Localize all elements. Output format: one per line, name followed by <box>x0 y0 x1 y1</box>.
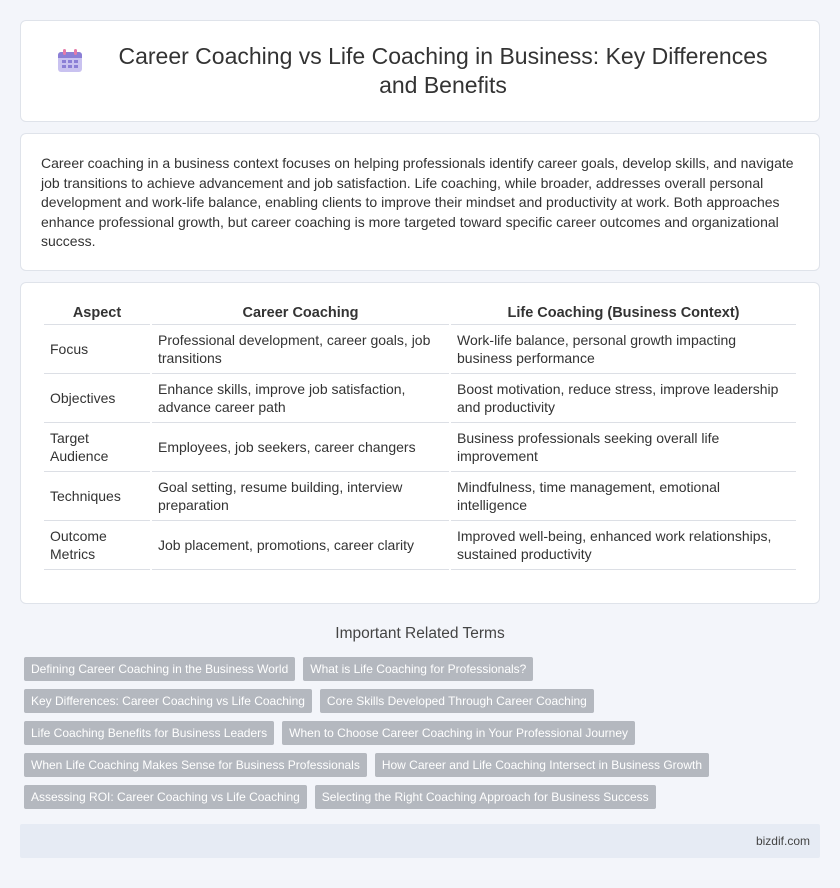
page-title: Career Coaching vs Life Coaching in Business: Key Differences and Benefits <box>118 43 768 98</box>
header-career-coaching: Career Coaching <box>152 299 449 325</box>
cell-aspect: Objectives <box>44 374 150 423</box>
tag-row <box>24 785 824 809</box>
table-row <box>44 423 796 472</box>
header-life-coaching: Life Coaching (Business Context) <box>451 299 796 325</box>
tag-row <box>24 689 824 713</box>
footer <box>20 824 820 858</box>
cell-life: Improved well-being, enhanced work relationships, sustained productivity <box>451 521 796 570</box>
intro-card <box>20 133 820 271</box>
calendar-icon <box>57 49 83 73</box>
cell-career: Goal setting, resume building, interview preparation <box>152 472 449 521</box>
cell-career: Enhance skills, improve job satisfaction, advance career path <box>152 374 449 423</box>
cell-aspect: Outcome Metrics <box>44 521 150 570</box>
related-term-link[interactable]: Key Differences: Career Coaching vs Life Coaching <box>24 689 312 713</box>
cell-career: Employees, job seekers, career changers <box>152 423 449 472</box>
related-term-link[interactable]: When Life Coaching Makes Sense for Business Professionals <box>24 753 367 777</box>
table-row <box>44 325 796 374</box>
cell-aspect: Target Audience <box>44 423 150 472</box>
cell-career: Job placement, promotions, career clarity <box>152 521 449 570</box>
table-row <box>44 521 796 570</box>
related-terms-list <box>24 657 824 817</box>
related-term-link[interactable]: Life Coaching Benefits for Business Leaders <box>24 721 274 745</box>
related-term-link[interactable]: Defining Career Coaching in the Business World <box>24 657 295 681</box>
related-term-link[interactable]: What is Life Coaching for Professionals? <box>303 657 533 681</box>
related-term-link[interactable]: Assessing ROI: Career Coaching vs Life Coaching <box>24 785 307 809</box>
footer-site-link[interactable]: bizdif.com <box>755 834 810 848</box>
header-aspect: Aspect <box>44 299 150 325</box>
related-term-link[interactable]: When to Choose Career Coaching in Your Professional Journey <box>282 721 635 745</box>
tag-row <box>24 721 824 745</box>
comparison-table <box>42 299 798 570</box>
header-card <box>20 20 820 122</box>
related-term-link[interactable]: Core Skills Developed Through Career Coaching <box>320 689 594 713</box>
comparison-table-card <box>20 282 820 604</box>
cell-career: Professional development, career goals, job transitions <box>152 325 449 374</box>
cell-life: Mindfulness, time management, emotional intelligence <box>451 472 796 521</box>
cell-life: Work-life balance, personal growth impacting business performance <box>451 325 796 374</box>
tag-row <box>24 753 824 777</box>
table-header-row <box>44 299 796 325</box>
related-term-link[interactable]: How Career and Life Coaching Intersect in Business Growth <box>375 753 709 777</box>
table-row <box>44 472 796 521</box>
cell-aspect: Focus <box>44 325 150 374</box>
related-terms-title: Important Related Terms <box>335 625 505 642</box>
table-row <box>44 374 796 423</box>
cell-life: Business professionals seeking overall life improvement <box>451 423 796 472</box>
related-term-link[interactable]: Selecting the Right Coaching Approach for Business Success <box>315 785 656 809</box>
tag-row <box>24 657 824 681</box>
intro-paragraph: Career coaching in a business context focuses on helping professionals identify career goals, develop skills, and navigate job transitions to achieve advancement and job satisfaction. Life coaching, while broader, addresses overall personal development and work-life balance, enabling clients to improve their mindset and productivity at work. Both approaches enhance professional growth, but career coaching is more targeted toward specific career outcomes and organizational success. <box>41 155 794 249</box>
cell-aspect: Techniques <box>44 472 150 521</box>
cell-life: Boost motivation, reduce stress, improve leadership and productivity <box>451 374 796 423</box>
